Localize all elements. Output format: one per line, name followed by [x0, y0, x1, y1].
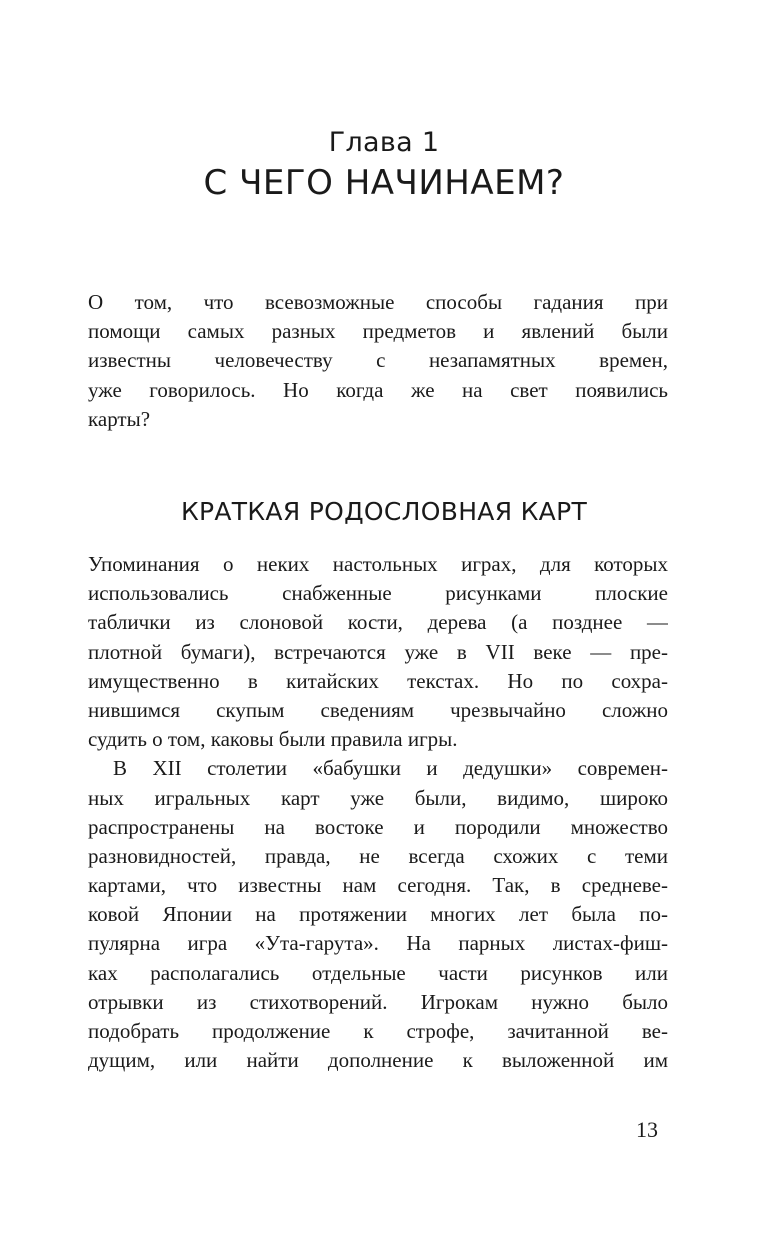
section-title: КРАТКАЯ РОДОСЛОВНАЯ КАРТ: [180, 497, 588, 526]
text-line: подобрать продолжение к строфе, зачитанной ве-: [88, 1019, 668, 1043]
text-line: использовались снабженные рисунками плоские: [88, 581, 668, 606]
chapter-label: Глава 1: [328, 127, 440, 158]
text-line: В XII столетии «бабушки и дедушки» современ-: [113, 756, 668, 781]
page-number: 13: [636, 1117, 658, 1142]
text-line: отрывки из стихотворений. Игрокам нужно было: [88, 989, 668, 1014]
text-line: ных игральных карт уже были, видимо, широко: [88, 785, 668, 810]
text-line: карты?: [88, 406, 151, 431]
text-line: ковой Японии на протяжении многих лет была по-: [88, 902, 668, 927]
text-line: уже говорилось. Но когда же на свет появились: [88, 377, 668, 402]
intro-paragraph: [88, 288, 668, 434]
text-line: картами, что известны нам сегодня. Так, в средневе-: [88, 873, 668, 898]
text-line: помощи самых разных предметов и явлений были: [88, 319, 668, 344]
chapter-title: С ЧЕГО НАЧИНАЕМ?: [203, 163, 565, 203]
text-line: судить о том, каковы были правила игры.: [88, 727, 458, 752]
text-line: известны человечеству с незапамятных времен,: [88, 348, 668, 373]
text-line: разновидностей, правда, не всегда схожих с теми: [88, 843, 668, 868]
section-body: [88, 550, 668, 1075]
text-line: нившимся скупым сведениям чрезвычайно сложно: [88, 697, 668, 722]
text-line: дущим, или найти дополнение к выложенной им: [88, 1048, 668, 1073]
text-line: Упоминания о неких настольных играх, для которых: [88, 552, 668, 576]
text-line: таблички из слоновой кости, дерева (а позднее —: [88, 610, 668, 635]
text-line: пулярна игра «Ута-гарута». На парных листах-фиш-: [88, 931, 668, 956]
text-line: ках располагались отдельные части рисунков или: [88, 960, 668, 985]
text-line: распространены на востоке и породили множество: [88, 814, 668, 839]
text-line: О том, что всевозможные способы гадания при: [88, 290, 668, 314]
text-line: имущественно в китайских текстах. Но по сохра-: [88, 668, 668, 693]
text-line: плотной бумаги), встречаются уже в VII веке — пре-: [88, 639, 668, 664]
